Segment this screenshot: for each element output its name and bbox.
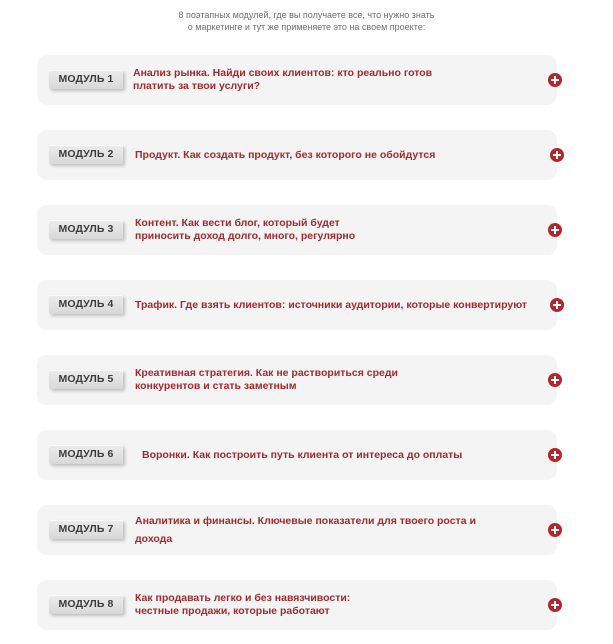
intro-line-2: о маркетинге и тут же применяете это на своем проекте: xyxy=(187,22,426,32)
module-title-line: Анализ рынка. Найди своих клиентов: кто реально готов xyxy=(133,67,433,79)
intro-line-1: 8 поэтапных модулей, где вы получаете все, что нужно знать xyxy=(178,10,435,20)
module-title-line: честные продажи, которые работают xyxy=(135,605,330,617)
intro-text xyxy=(0,9,613,33)
module-title-line: дохода xyxy=(135,532,173,545)
expand-plus-icon[interactable] xyxy=(548,523,562,537)
module-title xyxy=(135,580,535,630)
expand-plus-icon[interactable] xyxy=(548,598,562,612)
module-title-line: Аналитика и финансы. Ключевые показатели для твоего роста и xyxy=(135,514,476,527)
expand-plus-icon[interactable] xyxy=(550,298,564,312)
module-title xyxy=(142,430,542,480)
expand-plus-icon[interactable] xyxy=(548,448,562,462)
module-title-line: Как продавать легко и без навязчивости: xyxy=(135,592,351,604)
module-badge: МОДУЛЬ 5 xyxy=(49,370,123,389)
module-badge: МОДУЛЬ 3 xyxy=(49,220,123,239)
module-title-line: приносить доход долго, много, регулярно xyxy=(135,230,356,242)
module-title-line: Трафик. Где взять клиентов: источники аудитории, которые конвертируют xyxy=(135,298,528,311)
module-title xyxy=(133,55,533,105)
module-badge: МОДУЛЬ 6 xyxy=(49,445,123,464)
module-badge: МОДУЛЬ 7 xyxy=(49,520,123,539)
module-badge: МОДУЛЬ 4 xyxy=(49,295,123,314)
module-title-line: Контент. Как вести блог, который будет xyxy=(135,217,340,229)
module-title-line: Креативная стратегия. Как не раствориться среди xyxy=(135,367,398,379)
module-card-8[interactable] xyxy=(37,580,557,630)
expand-plus-icon[interactable] xyxy=(548,73,562,87)
module-title xyxy=(135,205,535,255)
module-card-6[interactable] xyxy=(37,430,557,480)
expand-plus-icon[interactable] xyxy=(548,223,562,237)
module-title-line: Продукт. Как создать продукт, без которого не обойдутся xyxy=(135,148,436,161)
module-badge: МОДУЛЬ 8 xyxy=(49,595,123,614)
expand-plus-icon[interactable] xyxy=(550,148,564,162)
module-card-5[interactable] xyxy=(37,355,557,405)
module-title-line: конкурентов и стать заметным xyxy=(135,380,297,392)
module-title xyxy=(135,280,545,330)
module-card-3[interactable] xyxy=(37,205,557,255)
module-title-line: платить за твои услуги? xyxy=(133,80,261,92)
module-title-line: Воронки. Как построить путь клиента от интереса до оплаты xyxy=(142,448,463,461)
module-title xyxy=(135,355,535,405)
module-badge: МОДУЛЬ 1 xyxy=(49,70,123,89)
module-card-1[interactable] xyxy=(37,55,557,105)
module-badge: МОДУЛЬ 2 xyxy=(49,145,123,164)
module-card-7[interactable] xyxy=(37,505,557,555)
module-title xyxy=(135,130,535,180)
module-title xyxy=(135,505,535,555)
module-card-2[interactable] xyxy=(37,130,557,180)
module-card-4[interactable] xyxy=(37,280,557,330)
expand-plus-icon[interactable] xyxy=(548,373,562,387)
